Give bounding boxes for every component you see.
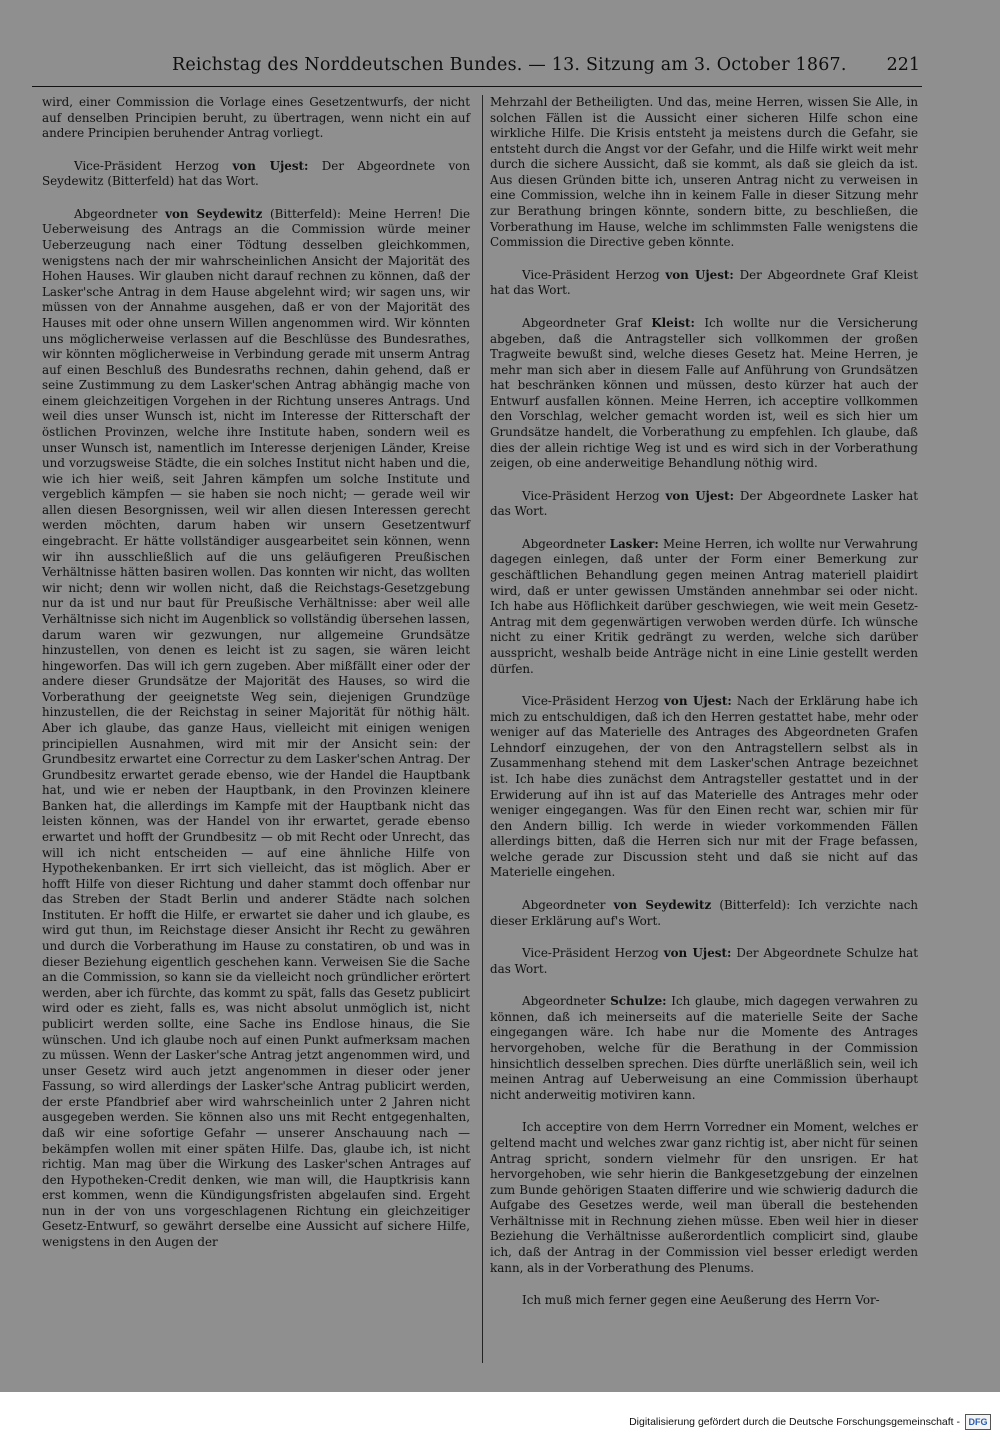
paragraph-text: Ich acceptire von dem Herrn Vorredner ein Moment, welches er geltend macht und welches zwar ganz richtig ist, aber nicht für seinen Antrag spricht, sondern vielmehr für den unsrigen. Er hat hervorgehoben, wie sehr hierin die Bankgesetzgebung der einzelnen zum Bunde gehörigen Staaten differire und wie schwierig dadurch die Aufgabe des Gesetzes werde, weil man überall die bestehenden Verhältnisse mit in Rechnung ziehen müsse. Eben weil hier in dieser Beziehung die Verhältnisse außerordentlich complicirt sind, glaube ich, daß der Antrag in der Commission viel besser erledigt werden kann, als in der Vorberathung des Plenums. <box>490 1120 918 1275</box>
paragraph-text: (Bitterfeld): Ich verzichte nach dieser Erklärung auf's Wort. <box>490 898 919 928</box>
paragraph <box>490 489 918 520</box>
paragraph <box>42 207 470 1251</box>
speaker-name: von Ujest: <box>665 488 735 503</box>
paragraph <box>490 537 918 677</box>
paragraph-text: (Bitterfeld): Meine Herren! Die Ueberweisung des Antrags an die Commission würde meiner Ueberzeugung nach einer Tödtung desselben gleichkommen, wenigstens nach der mir wahrscheinlichen Ansicht der Majorität des Hohen Hauses. Wir glauben nicht darauf rechnen zu können, daß der Lasker'sche Antrag in dem Hause abgelehnt wird; wir sagen uns, wir müssen von der Annahme ausgehen, daß er von der Majorität des Hauses mit oder ohne unsern Willen angenommen wird. Wir könnten uns möglicherweise verlassen auf die Beschlüsse des Bundesrathes, wir könnten möglicherweise in Verbindung gerade mit unserm Antrag auf einen Beschluß des Bundesraths rechnen, dahin gehend, daß er seine Zustimmung zu dem Lasker'schen Antrag abhängig mache von einem gleichzeitigen Vorgehen in der Richtung unseres Antrags. Und weil dies unser Wunsch ist, nicht im Interesse der Ritterschaft der östlichen Provinzen, welche ihre Institute haben, sondern weil es unser Wunsch ist, namentlich im Interesse derjenigen Länder, Kreise und vorzugsweise Städte, die ein solches Institut nicht haben und die, wie ich hier weiß, seit Jahren kämpfen um solche Institute und vergeblich kämpfen — sie haben sie noch nicht; — gerade weil wir allen diesen Besorgnissen, weil wir allen diesen Interessen gerecht werden möchten, darum haben wir unsern Gesetzentwurf eingebracht. Er hätte vollständiger ausgearbeitet sein können, wenn wir ihn ausschließlich auf die uns geläufigeren Preußischen Verhältnisse hätten basiren wollen. Das konnten wir nicht, das wollten wir nicht; denn wir wollen nicht, daß die Reichstags-Gesetzgebung nur da ist und nur baut für Preußische Verhältnisse: aber weil alle Verhältnisse sich nicht im Augenblick so vollständig übersehen lassen, darum waren wir gezwungen, nur allgemeine Grundsätze hinzustellen, von denen es leicht ist zu sagen, sie wären leicht hingeworfen. Das will ich gern zugeben. Aber mißfällt einer oder der andere dieser Grundsätze der Majorität des Hauses, so wird die Vorberathung der geeignetste Weg sein, diejenigen Grundzüge hinzustellen, die der Reichstag in seiner Majorität für nöthig hält. Aber ich glaube, das ganze Haus, vielleicht mit einigen wenigen principiellen Ausnahmen, wird mit mir der Ansicht sein: der Grundbesitz erwartet eine Correctur zu dem Lasker'schen Antrag. Der Grundbesitz erwartet gerade ebenso, wie der Handel die Hauptbank hat, und wie er neben der Hauptbank, in den Provinzen kleinere Banken hat, die allerdings im Kampfe mit der Hauptbank nicht das leisten können, was der Handel von ihr erwartet, gerade ebenso erwartet und hofft der Grundbesitz — ob mit Recht oder Unrecht, das will ich nicht entscheiden — auf eine ähnliche Hilfe von Hypothekenbanken. Er irrt sich vielleicht, das ist möglich. Aber er hofft Hilfe von dieser Richtung und daher stammt doch offenbar nur das Streben der Stadt Berlin und anderer Städte nach solchen Instituten. Er hofft die Hilfe, er erwartet sie daher und ich glaube, es wird gut thun, im Reichstage dieser Ansicht ihr Recht zu gewähren und durch die Vorberathung im Hause zu constatiren, ob und was in dieser Beziehung eigentlich geschehen kann. Verweisen Sie die Sache an die Commission, so kann sie da vielleicht noch gründlicher erörtert werden, aber ich fürchte, das kommt zu spät, falls das Gesetz publicirt wird oder es zieht, falls es, was nicht absolut unmöglich ist, nicht publicirt werden sollte, eine Sache ins Endlose hinaus, die Sie wünschen. Und ich glaube noch auf einen Punkt aufmerksam machen zu müssen. Wenn der Lasker'sche Antrag jetzt angenommen wird, und unser Gesetz wird auch jetzt angenommen in dieser oder jener Fassung, so wird allerdings der Lasker'sche Antrag publicirt werden, der erste Pfandbrief aber wird wahrscheinlich unter 2 Jahren nicht ausgegeben werden. Sie können also uns mit Recht entgegenhalten, daß wir eine sofortige Gefahr — unserer Anschauung nach — bekämpfen wollen mit einer späten Hilfe. Das, glaube ich, ist nicht richtig. Man mag über die Wirkung des Lasker'schen Antrages auf den Hypotheken-Credit denken, wie man will, die Hauptkrisis kann erst kommen, wenn die Kündigungsfristen abgelaufen sind. Ergeht nun in der von uns vorgeschlagenen Richtung ein gleichzeitiger Gesetz-Entwurf, so gewährt derselbe eine Aussicht auf sichere Hilfe, wenigstens in den Augen der <box>42 206 471 1250</box>
paragraph <box>490 994 918 1103</box>
left-column <box>42 95 470 1268</box>
paragraph <box>490 946 918 977</box>
paragraph <box>490 898 918 929</box>
paragraph <box>490 95 918 251</box>
speaker-name: von Ujest: <box>663 946 732 961</box>
paragraph-text: Ich wollte nur die Versicherung abgeben, daß die Antragsteller sich vollkommen der großen Tragweite bewußt sind, welche dieses Gesetz hat. Meine Herren, je mehr man sich aber in diesem Falle auf Anführung von Grundsätzen hat beschränken können und müssen, desto kürzer hat auch der Entwurf ausfallen können. Meine Herren, ich acceptire vollkommen den Vorschlag, welcher gemacht worden ist, weil es sich hier um Grundsätze handelt, die Vorberathung zu empfehlen. Ich glaube, daß dies der allein richtige Weg ist und es wird sich in der Vorberathung zeigen, ob eine anderweitige Behandlung nöthig wird. <box>490 315 919 471</box>
speaker-prefix: Vice-Präsident Herzog <box>522 488 660 503</box>
speaker-prefix: Abgeordneter <box>74 206 158 221</box>
speaker-name: Kleist: <box>651 315 695 330</box>
paragraph <box>42 95 470 142</box>
footer <box>0 1403 1000 1429</box>
digitization-credit: Digitalisierung gefördert durch die Deutsche Forschungsgemeinschaft - <box>629 1416 960 1428</box>
paragraph <box>490 316 918 472</box>
column-divider <box>482 95 483 1363</box>
paragraph-text: Der Abgeordnete von Seydewitz (Bitterfeld) hat das Wort. <box>42 158 470 189</box>
paragraph <box>490 268 918 299</box>
paragraph-text: Meine Herren, ich wollte nur Verwahrung dagegen einlegen, daß unter der Form einer Bemerkung zur geschäftlichen Behandlung gegen meinen Antrag materiell plaidirt wird, daß er unter gewissen Umständen annehmbar sei oder nicht. Ich habe aus Höflichkeit darüber geschwiegen, wie weit mein Gesetz-Antrag mit dem gegenwärtigen verwoben werden dürfe. Ich wünsche nicht zu einer Kritik gedrängt zu werden, welche sich darüber ausspricht, weshalb beide Anträge nicht in eine Linie gestellt werden dürfen. <box>490 536 919 676</box>
speaker-prefix: Vice-Präsident Herzog <box>522 946 659 961</box>
right-column <box>490 95 918 1326</box>
speaker-name: von Seydewitz <box>613 898 712 913</box>
paragraph-text: Ich glaube, mich dagegen verwahren zu können, daß ich meinerseits auf die materielle Seite der Sache eingegangen wäre. Ich habe nur die Momente des Antrages hervorgehoben, welche für die Berathung in der Commission hinsichtlich desselben sprechen. Dies dürfte unerläßlich sein, weil ich meinen Antrag auf Ueberweisung an eine Commission überhaupt nicht anderweitig motiviren kann. <box>490 994 919 1102</box>
page-number: 221 <box>886 55 920 75</box>
paragraph-text: Der Abgeordnete Graf Kleist hat das Wort. <box>490 267 919 298</box>
paragraph-text: Ich muß mich ferner gegen eine Aeußerung des Herrn Vor- <box>522 1293 880 1308</box>
paragraph <box>490 694 918 881</box>
paragraph <box>490 1120 918 1276</box>
paragraph-text: Der Abgeordnete Lasker hat das Wort. <box>490 488 919 519</box>
speaker-prefix: Abgeordneter <box>522 994 606 1009</box>
speaker-name: von Ujest: <box>232 158 309 173</box>
speaker-prefix: Abgeordneter <box>522 536 606 551</box>
speaker-name: Lasker: <box>609 536 659 551</box>
speaker-name: Schulze: <box>610 994 667 1009</box>
speaker-prefix: Vice-Präsident Herzog <box>74 158 220 173</box>
speaker-name: von Ujest: <box>664 694 732 709</box>
speaker-name: von Ujest: <box>665 267 734 282</box>
paragraph-text: Mehrzahl der Betheiligten. Und das, meine Herren, wissen Sie Alle, in solchen Fällen ist die Aussicht einer sicheren Hilfe schon eine wirkliche Hilfe. Die Krisis entsteht ja meistens durch die Gefahr, sie entsteht durch die Angst vor der Gefahr, und die Hilfe wirkt weit mehr durch die sichere Aussicht, daß sie kommt, als daß sie gleich da ist. Aus diesen Gründen bitte ich, unseren Antrag nicht zu verweisen in eine Commission, welche ihn in keinem Falle in dieser Sitzung mehr zur Berathung bringen könnte, sondern bitte, zu beschließen, die Vorberathung im Hause, welche im schlimmsten Falle wenigstens die Commission die Directive geben könnte. <box>490 95 918 250</box>
speaker-prefix: Vice-Präsident Herzog <box>522 267 660 282</box>
running-head-title: Reichstag des Norddeutschen Bundes. — 13. Sitzung am 3. October 1867. <box>172 55 847 75</box>
speaker-name: von Seydewitz <box>165 206 263 221</box>
speaker-prefix: Abgeordneter Graf <box>522 315 642 330</box>
dfg-logo-icon: DFG <box>965 1414 991 1430</box>
paragraph-text: Der Abgeordnete Schulze hat das Wort. <box>490 946 918 976</box>
paragraph-text: wird, einer Commission die Vorlage eines Gesetzentwurfs, der nicht auf denselben Principien beruht, zu übertragen, wenn nicht ein auf andere Principien beruhender Antrag vorliegt. <box>42 95 470 141</box>
paragraph <box>490 1293 918 1309</box>
speaker-prefix: Abgeordneter <box>522 898 606 913</box>
paragraph-text: Nach der Erklärung habe ich mich zu entschuldigen, daß ich den Herren gestattet habe, mehr oder weniger auf das Materielle des Antrages des Abgeordneten Grafen Lehndorf einzugehen, der von den Antragstellern selbst als in Zusammenhang stehend mit dem Lasker'schen Antrage bezeichnet ist. Ich habe dies zunächst dem Antragsteller gestattet und in der Erwiderung auf ihn ist auf das Materielle des Antrages mehr oder weniger eingegangen. Was für den Einen recht war, schien mir für den Andern billig. Ich werde in wieder vorkommenden Fällen allerdings bitten, daß die Herren sich nur mit der Frage befassen, welche gerade zur Discussion steht und daß sie nicht auf das Materielle eingehen. <box>490 694 918 880</box>
running-head <box>32 50 922 87</box>
paragraph <box>42 159 470 190</box>
speaker-prefix: Vice-Präsident Herzog <box>522 694 659 709</box>
